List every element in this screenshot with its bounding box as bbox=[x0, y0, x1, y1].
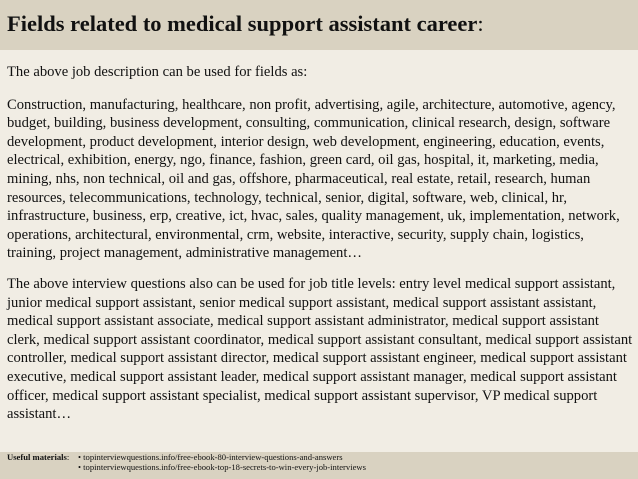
useful-materials-label-text: Useful materials bbox=[7, 452, 67, 462]
page-title-text: Fields related to medical support assistant career bbox=[7, 11, 478, 36]
footer-row bbox=[7, 463, 638, 473]
page-title bbox=[7, 10, 638, 38]
footer-link-1[interactable]: • topinterviewquestions.info/free-ebook-80-interview-questions-and-answers bbox=[78, 452, 343, 462]
page-title-colon: : bbox=[477, 11, 484, 36]
footer-link-2[interactable]: • topinterviewquestions.info/free-ebook-top-18-secrets-to-win-every-job-interviews bbox=[78, 461, 366, 472]
fields-paragraph: Construction, manufacturing, healthcare, non profit, advertising, agile, architecture, automotive, agency, budget, building, business development, consulting, communication, clinical research, design, software development, product development, interior design, web development, engineering, education, events, electrical, exhibition, energy, ngo, finance, fashion, green card, oil gas, hospital, it, marketing, media, mining, nhs, non technical, oil and gas, offshore, pharmaceutical, real estate, retail, research, human resources, telecommunications, technology, technical, senior, digital, software, web, clinical, hr, infrastructure, business, erp, creative, ict, hvac, sales, quality management, uk, implementation, network, operations, architectural, environmental, crm, website, interactive, security, supply chain, logistics, training, project management, administrative management… bbox=[7, 96, 620, 262]
useful-materials-label bbox=[7, 453, 78, 463]
job-levels-paragraph: The above interview questions also can be used for job title levels: entry level medical support assistant, junior medical support assistant, senior medical support assistant, medical support assistant assistant, medical support assistant associate, medical support assistant administrator, medical support assistant clerk, medical support assistant coordinator, medical support assistant consultant, medical support assistant controller, medical support assistant director, medical support assistant engineer, medical support assistant executive, medical support assistant leader, medical support assistant manager, medical support assistant officer, medical support assistant specialist, medical support assistant supervisor, VP medical support assistant… bbox=[7, 275, 633, 423]
useful-materials-label-colon: : bbox=[66, 452, 70, 462]
intro-paragraph: The above job description can be used for fields as: bbox=[7, 64, 308, 80]
title-bar bbox=[0, 0, 638, 50]
main-content bbox=[7, 63, 633, 424]
footer bbox=[0, 452, 638, 479]
